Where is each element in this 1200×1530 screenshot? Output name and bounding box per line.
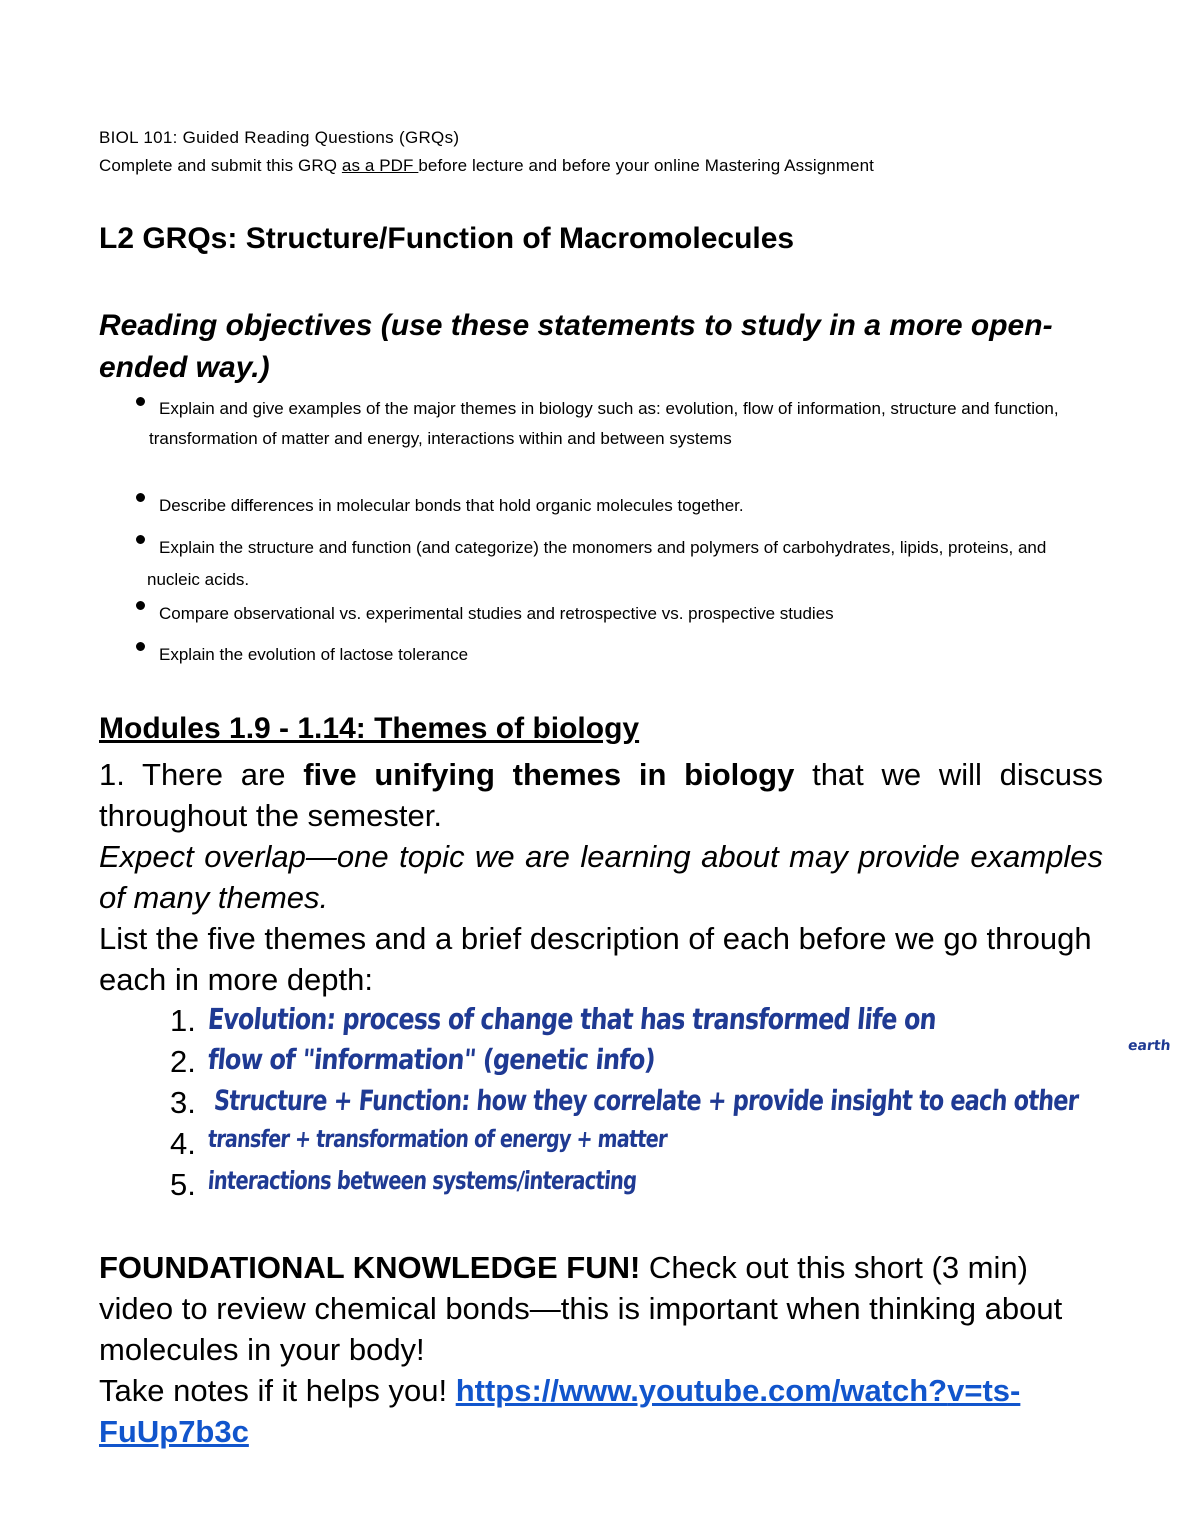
theme-answer-item: 2. flow of "information" (genetic info) [170,1043,657,1079]
objective-item: Explain the evolution of lactose tolerance [130,639,1090,673]
question-1-text: 1. There are five unifying themes in biology that we will discuss throughout the semester. [99,757,1103,833]
submission-instructions [99,156,874,176]
objectives-list [130,394,1090,673]
question-1-instruction: List the five themes and a brief description of each before we go through each in more depth: [99,921,1092,997]
handwritten-answer: flow of "information" (genetic info) [206,1043,657,1076]
notes-prompt: Take notes if it helps you! [99,1373,456,1408]
themes-answer-list [170,1000,1172,1205]
foundational-heading: FOUNDATIONAL KNOWLEDGE FUN! [99,1250,641,1285]
theme-answer-item: 3. Structure + Function: how they correlate + provide insight to each other [170,1084,1080,1120]
handwritten-answer: Structure + Function: how they correlate + provide insight to each other [212,1084,1080,1117]
bullet-icon [134,395,147,408]
bullet-icon [134,599,147,612]
video-link[interactable]: https://www.youtube.com/watch?v=ts-FuUp7b3c [99,1373,1021,1449]
pdf-requirement: as a PDF [341,156,419,175]
bullet-icon [134,533,147,546]
objective-item: Describe differences in molecular bonds that hold organic molecules together. [130,490,1090,531]
handwritten-answer: Evolution: process of change that has transformed life on [206,1002,938,1036]
instructions-text-end: before lecture and before your online Mastering Assignment [418,156,874,175]
course-header: BIOL 101: Guided Reading Questions (GRQs) [99,128,460,147]
objective-item: Compare observational vs. experimental studies and retrospective vs. prospective studies [130,598,1090,639]
foundational-knowledge-section [99,1247,1103,1452]
key-phrase: five unifying themes in biology [303,757,795,792]
bullet-icon [134,491,147,504]
handwritten-answer-continued: earth [1127,1038,1172,1054]
handwritten-answer: interactions between systems/interacting [206,1166,638,1195]
theme-answer-item: 1. Evolution: process of change that has transformed life on earth [170,1002,1172,1054]
foundational-text: Check out this short (3 min) video to review chemical bonds—this is important when thinking about molecules in your body! [99,1250,1063,1367]
handwritten-answer: transfer + transformation of energy + matter [206,1125,668,1153]
instructions-text: Complete and submit this GRQ [99,156,342,175]
objectives-heading: Reading objectives (use these statements to study in a more open-ended way.) [99,309,1053,384]
objective-item: Explain and give examples of the major themes in biology such as: evolution, flow of information, structure and function, transformation of matter and energy, interactions within and between systems [130,394,1090,488]
question-1-note: Expect overlap—one topic we are learning about may provide examples of many themes. [99,839,1103,915]
bullet-icon [134,640,147,653]
document-title: L2 GRQs: Structure/Function of Macromolecules [99,222,795,255]
objective-item: Explain the structure and function (and categorize) the monomers and polymers of carbohydrates, lipids, proteins, and nucleic acids. [130,532,1090,598]
theme-answer-item: 4. transfer + transformation of energy + matter [170,1125,668,1161]
theme-answer-item: 5. interactions between systems/interacting [170,1166,638,1202]
modules-heading: Modules 1.9 - 1.14: Themes of biology [99,712,640,745]
